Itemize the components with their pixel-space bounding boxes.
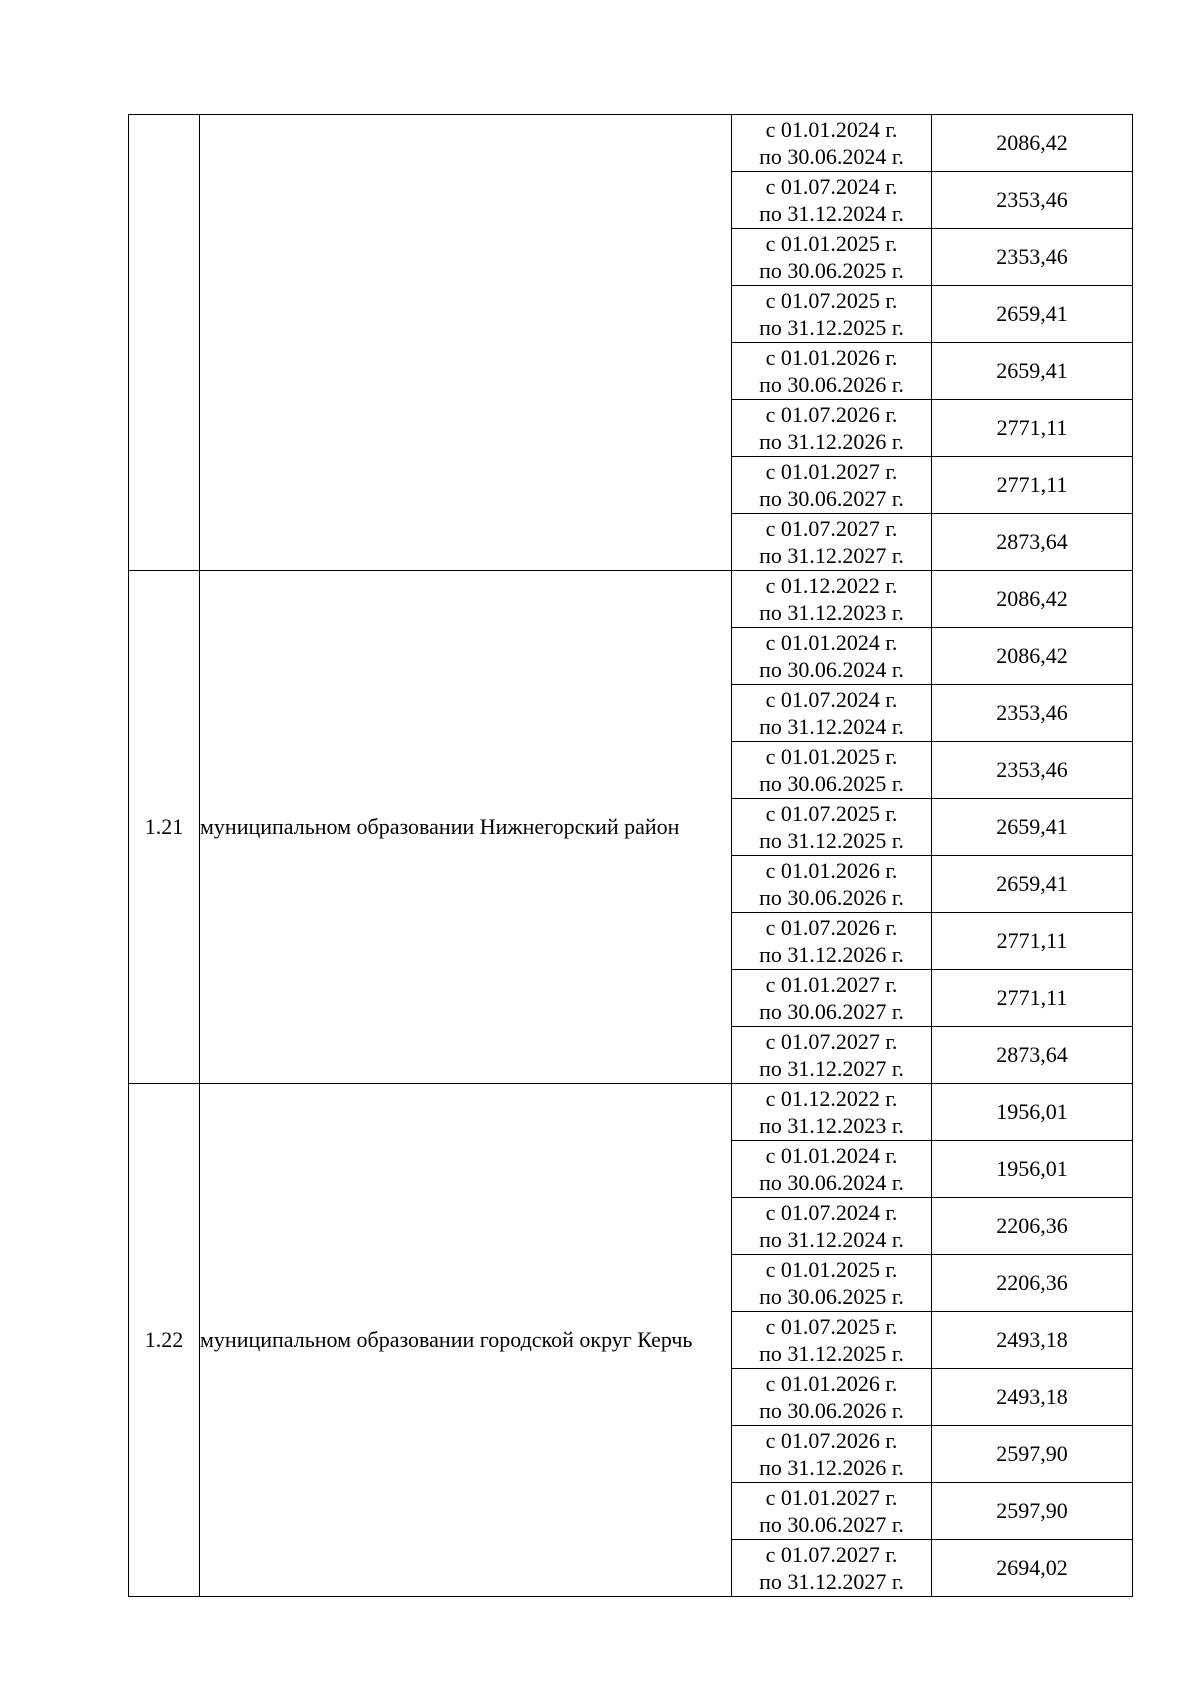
period-cell bbox=[732, 1540, 932, 1597]
period-to: по 30.06.2025 г. bbox=[759, 258, 904, 283]
tariff-value: 2493,18 bbox=[932, 1369, 1133, 1426]
period-cell bbox=[732, 1426, 932, 1483]
tariff-value: 2206,36 bbox=[932, 1255, 1133, 1312]
period-to: по 31.12.2026 г. bbox=[759, 942, 904, 967]
period-to: по 31.12.2024 г. bbox=[759, 201, 904, 226]
period-cell bbox=[732, 400, 932, 457]
period-cell bbox=[732, 742, 932, 799]
period-cell bbox=[732, 229, 932, 286]
period-cell bbox=[732, 1141, 932, 1198]
tariff-value: 2771,11 bbox=[932, 457, 1133, 514]
period-cell bbox=[732, 1312, 932, 1369]
tariff-value: 2659,41 bbox=[932, 343, 1133, 400]
period-from: с 01.07.2025 г. bbox=[765, 288, 898, 313]
tariff-value: 2353,46 bbox=[932, 172, 1133, 229]
period-from: с 01.01.2026 г. bbox=[765, 858, 898, 883]
tariff-value: 2086,42 bbox=[932, 115, 1133, 172]
period-from: с 01.07.2025 г. bbox=[765, 1314, 898, 1339]
tariff-value: 2353,46 bbox=[932, 742, 1133, 799]
period-cell bbox=[732, 343, 932, 400]
period-cell bbox=[732, 571, 932, 628]
period-to: по 31.12.2026 г. bbox=[759, 429, 904, 454]
tariff-table-body bbox=[129, 115, 1133, 1597]
period-to: по 30.06.2025 г. bbox=[759, 771, 904, 796]
table-row bbox=[129, 1084, 1133, 1141]
period-from: с 01.01.2027 г. bbox=[765, 1485, 898, 1510]
period-cell bbox=[732, 799, 932, 856]
period-cell bbox=[732, 286, 932, 343]
period-from: с 01.07.2024 г. bbox=[765, 1200, 898, 1225]
tariff-value: 2659,41 bbox=[932, 286, 1133, 343]
tariff-table bbox=[128, 114, 1133, 1597]
tariff-value: 2353,46 bbox=[932, 685, 1133, 742]
period-cell bbox=[732, 457, 932, 514]
period-from: с 01.07.2027 г. bbox=[765, 516, 898, 541]
period-to: по 31.12.2027 г. bbox=[759, 1569, 904, 1594]
period-from: с 01.01.2027 г. bbox=[765, 459, 898, 484]
period-cell bbox=[732, 1198, 932, 1255]
period-from: с 01.07.2025 г. bbox=[765, 801, 898, 826]
period-from: с 01.07.2024 г. bbox=[765, 687, 898, 712]
section-number bbox=[129, 115, 200, 571]
period-to: по 31.12.2024 г. bbox=[759, 714, 904, 739]
period-from: с 01.07.2024 г. bbox=[765, 174, 898, 199]
period-to: по 31.12.2025 г. bbox=[759, 1341, 904, 1366]
period-cell bbox=[732, 970, 932, 1027]
period-to: по 30.06.2024 г. bbox=[759, 657, 904, 682]
period-to: по 30.06.2026 г. bbox=[759, 885, 904, 910]
table-row bbox=[129, 115, 1133, 172]
tariff-value: 2771,11 bbox=[932, 913, 1133, 970]
period-from: с 01.12.2022 г. bbox=[765, 573, 898, 598]
period-from: с 01.01.2025 г. bbox=[765, 744, 898, 769]
period-cell bbox=[732, 1483, 932, 1540]
period-from: с 01.07.2026 г. bbox=[765, 915, 898, 940]
period-to: по 30.06.2024 г. bbox=[759, 1170, 904, 1195]
period-from: с 01.01.2025 г. bbox=[765, 231, 898, 256]
period-to: по 31.12.2026 г. bbox=[759, 1455, 904, 1480]
tariff-value: 2493,18 bbox=[932, 1312, 1133, 1369]
period-cell bbox=[732, 913, 932, 970]
tariff-value: 2659,41 bbox=[932, 799, 1133, 856]
period-from: с 01.07.2027 г. bbox=[765, 1029, 898, 1054]
period-from: с 01.12.2022 г. bbox=[765, 1086, 898, 1111]
municipality-name bbox=[200, 115, 732, 571]
period-cell bbox=[732, 685, 932, 742]
period-cell bbox=[732, 1255, 932, 1312]
section-number: 1.22 bbox=[129, 1084, 200, 1597]
period-from: с 01.01.2026 г. bbox=[765, 345, 898, 370]
period-cell bbox=[732, 115, 932, 172]
period-from: с 01.01.2024 г. bbox=[765, 117, 898, 142]
municipality-name: муниципальном образовании Нижнегорский район bbox=[200, 571, 732, 1084]
tariff-value: 1956,01 bbox=[932, 1084, 1133, 1141]
tariff-value: 2086,42 bbox=[932, 628, 1133, 685]
period-from: с 01.01.2026 г. bbox=[765, 1371, 898, 1396]
period-to: по 30.06.2026 г. bbox=[759, 1398, 904, 1423]
period-from: с 01.01.2025 г. bbox=[765, 1257, 898, 1282]
period-to: по 30.06.2027 г. bbox=[759, 1512, 904, 1537]
tariff-value: 1956,01 bbox=[932, 1141, 1133, 1198]
period-from: с 01.01.2024 г. bbox=[765, 1143, 898, 1168]
section-number: 1.21 bbox=[129, 571, 200, 1084]
period-to: по 30.06.2027 г. bbox=[759, 999, 904, 1024]
period-to: по 30.06.2027 г. bbox=[759, 486, 904, 511]
period-to: по 30.06.2025 г. bbox=[759, 1284, 904, 1309]
period-to: по 31.12.2025 г. bbox=[759, 315, 904, 340]
period-from: с 01.01.2027 г. bbox=[765, 972, 898, 997]
tariff-value: 2206,36 bbox=[932, 1198, 1133, 1255]
period-cell bbox=[732, 1084, 932, 1141]
period-from: с 01.07.2027 г. bbox=[765, 1542, 898, 1567]
tariff-value: 2597,90 bbox=[932, 1426, 1133, 1483]
tariff-value: 2873,64 bbox=[932, 514, 1133, 571]
period-to: по 30.06.2026 г. bbox=[759, 372, 904, 397]
period-cell bbox=[732, 628, 932, 685]
tariff-value: 2353,46 bbox=[932, 229, 1133, 286]
tariff-value: 2873,64 bbox=[932, 1027, 1133, 1084]
tariff-value: 2086,42 bbox=[932, 571, 1133, 628]
period-to: по 31.12.2027 г. bbox=[759, 1056, 904, 1081]
tariff-value: 2659,41 bbox=[932, 856, 1133, 913]
period-to: по 31.12.2023 г. bbox=[759, 600, 904, 625]
period-from: с 01.01.2024 г. bbox=[765, 630, 898, 655]
period-cell bbox=[732, 856, 932, 913]
tariff-value: 2771,11 bbox=[932, 400, 1133, 457]
tariff-value: 2597,90 bbox=[932, 1483, 1133, 1540]
table-row bbox=[129, 571, 1133, 628]
period-to: по 31.12.2027 г. bbox=[759, 543, 904, 568]
tariff-value: 2771,11 bbox=[932, 970, 1133, 1027]
period-to: по 30.06.2024 г. bbox=[759, 144, 904, 169]
period-cell bbox=[732, 1027, 932, 1084]
period-cell bbox=[732, 172, 932, 229]
period-cell bbox=[732, 514, 932, 571]
period-to: по 31.12.2025 г. bbox=[759, 828, 904, 853]
tariff-value: 2694,02 bbox=[932, 1540, 1133, 1597]
period-cell bbox=[732, 1369, 932, 1426]
period-from: с 01.07.2026 г. bbox=[765, 402, 898, 427]
period-to: по 31.12.2023 г. bbox=[759, 1113, 904, 1138]
period-from: с 01.07.2026 г. bbox=[765, 1428, 898, 1453]
municipality-name: муниципальном образовании городской округ Керчь bbox=[200, 1084, 732, 1597]
period-to: по 31.12.2024 г. bbox=[759, 1227, 904, 1252]
